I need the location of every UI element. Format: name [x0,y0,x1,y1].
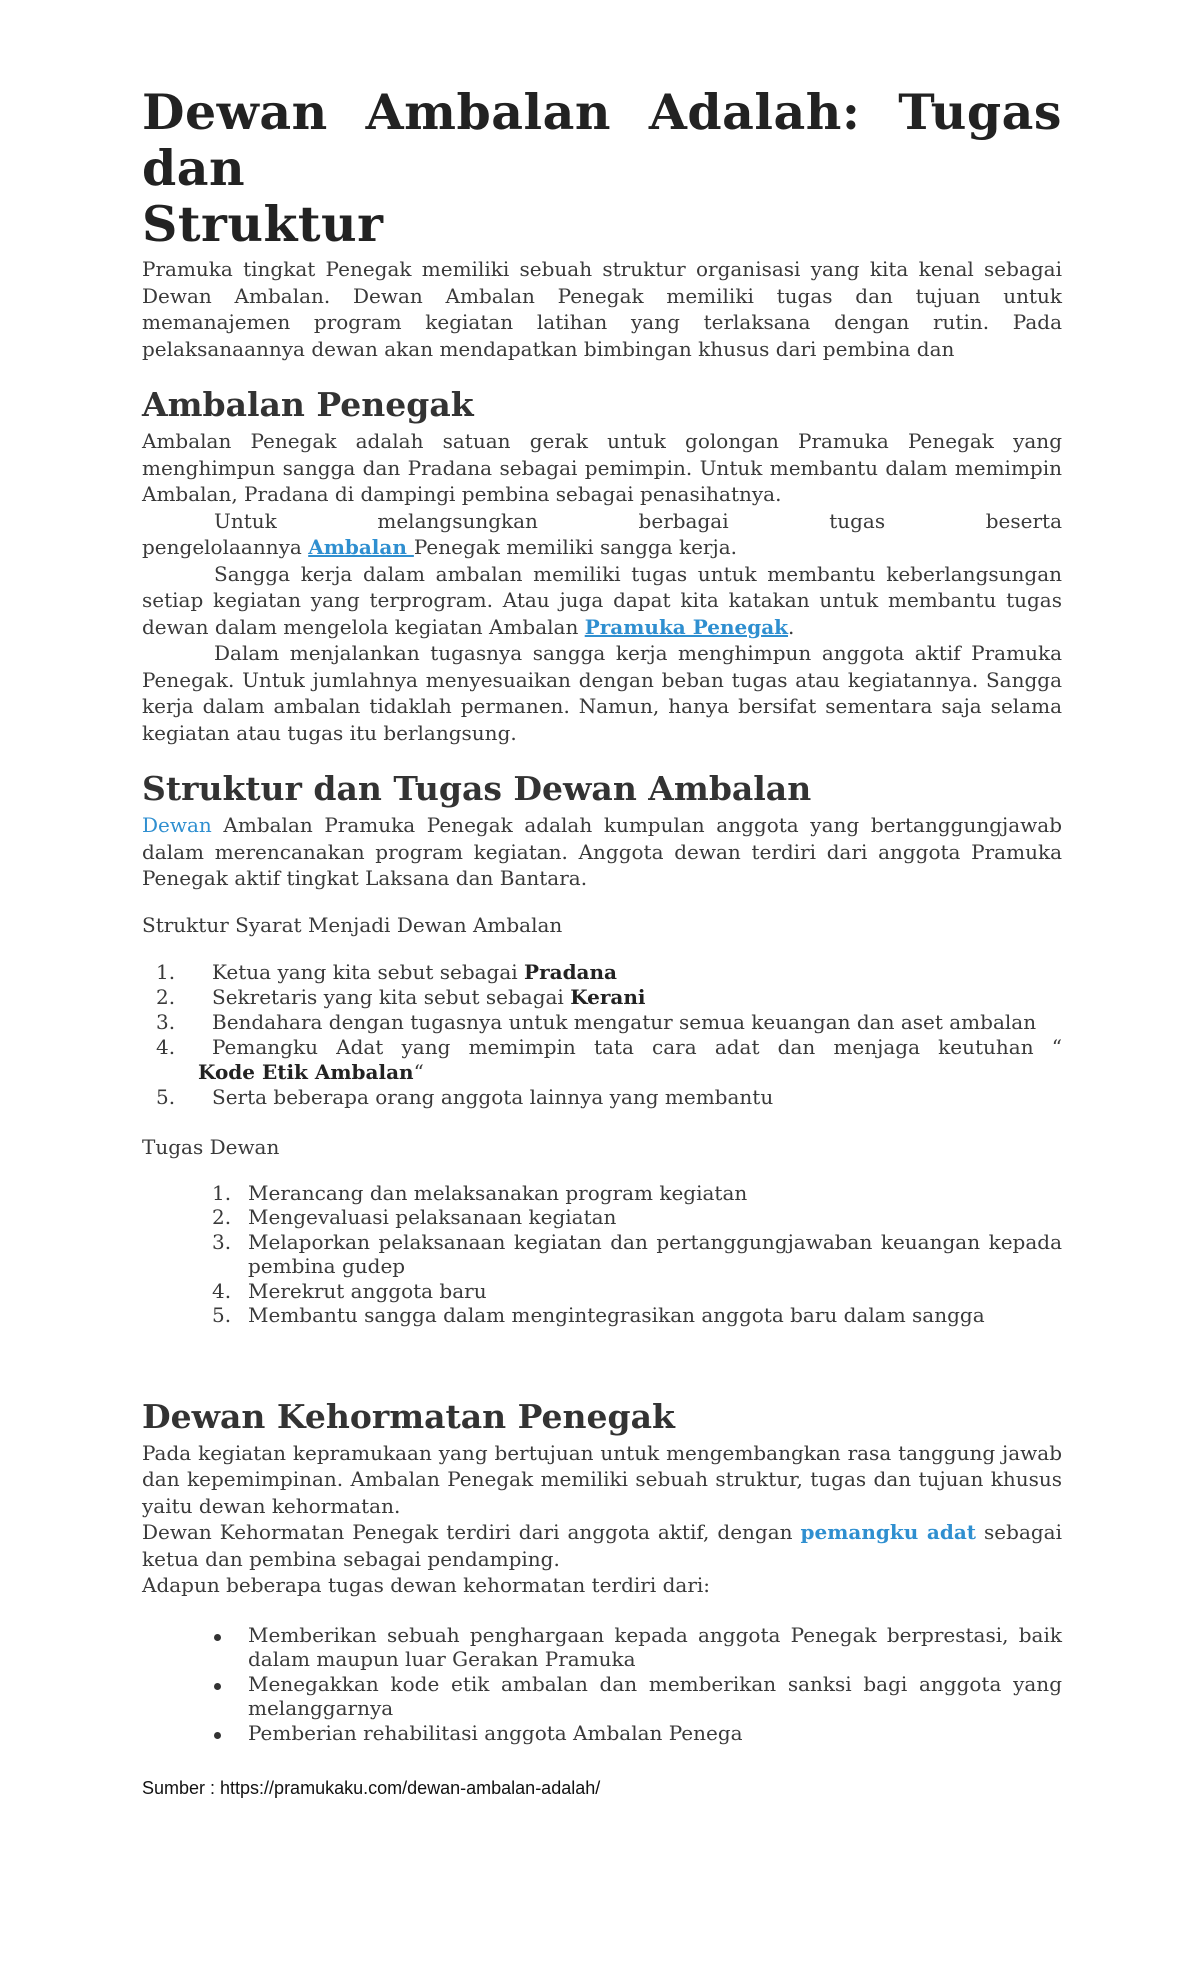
ambalan-paragraph-2-line2 [142,534,1062,561]
text-run: Ambalan Pramuka Penegak adalah kumpulan anggota yang bertanggungjawab dalam merencanakan program kegiatan. Anggota dewan terdiri dari anggota Pramuka Penegak aktif tingkat Laksana dan Bantara. [142,813,1062,890]
list-number: 4. [212,1278,232,1303]
list-item-text: Memberikan sebuah penghargaan kepada anggota Penegak berprestasi, baik dalam maupun luar Gerakan Pramuka [248,1622,1062,1671]
section-heading-dewan-kehormatan: Dewan Kehormatan Penegak [142,1396,675,1436]
pemangku-adat-link[interactable]: pemangku adat [800,1520,977,1544]
kehormatan-paragraph-1: Pada kegiatan kepramukaan yang bertujuan untuk mengembangkan rasa tanggung jawab dan kepemimpinan. Ambalan Penegak memiliki sebuah struktur, tugas dan tujuan khusus yaitu dewan kehormatan. [142,1440,1062,1518]
list-number: 4. [156,1035,176,1059]
source-citation: Sumber : https://pramukaku.com/dewan-ambalan-adalah/ [142,1778,601,1798]
dewan-link[interactable]: Dewan [142,813,212,837]
text-run: Sangga kerja dalam ambalan memiliki tugas untuk membantu keberlangsungan setiap kegiatan yang terprogram. Atau juga dapat kita katakan untuk membantu tugas dewan dalam mengelola kegiatan Ambalan [142,561,1062,639]
ambalan-paragraph-4: Dalam menjalankan tugasnya sangga kerja menghimpun anggota aktif Pramuka Penegak. Untuk jumlahnya menyesuaikan dengan beban tugas atau kegiatannya. Sangga kerja dalam ambalan tidaklah permanen. Namun, hanya bersifat sementara saja selama kegiatan atau tugas itu berlangsung. [142,641,1062,745]
list-item-text: Sekretaris yang kita sebut sebagai [212,985,571,1009]
bullet-icon [214,1634,221,1641]
ambalan-link[interactable]: Ambalan [308,535,414,559]
struktur-paragraph [142,812,1062,892]
list-item-text: Serta beberapa orang anggota lainnya yang membantu [212,1085,774,1109]
text-run: pengelolaannya [142,535,309,559]
list-item-text: Bendahara dengan tugasnya untuk mengatur semua keuangan dan aset ambalan [212,1010,1037,1034]
list-item-bold: Pradana [524,960,618,984]
intro-paragraph: Pramuka tingkat Penegak memiliki sebuah struktur organisasi yang kita kenal sebagai Dewan Ambalan. Dewan Ambalan Penegak memiliki tugas dan tujuan untuk memanajemen program kegiatan latihan yang terlaksana dengan rutin. Pada pelaksanaannya dewan akan mendapatkan bimbingan khusus dari pembina dan [142,257,1062,361]
list-number: 3. [212,1229,232,1254]
list-item [142,1010,1062,1035]
list-item-text: Pemberian rehabilitasi anggota Ambalan Penega [248,1720,743,1745]
ambalan-paragraph-3 [142,561,1062,641]
list-item-text: Membantu sangga dalam mengintegrasikan anggota baru dalam sangga [248,1303,985,1327]
list-item [142,960,1062,985]
kehormatan-bullet-list [142,1623,1062,1746]
list-number: 2. [156,985,176,1009]
list-number: 5. [156,1085,176,1109]
list-number: 1. [156,960,176,984]
list-item [142,1230,1062,1279]
list-item-text: Pemangku Adat yang memimpin tata cara adat dan menjaga keutuhan “ [212,1035,1062,1059]
list-item [142,1303,1062,1328]
bullet-icon [214,1732,221,1739]
struktur-list [142,960,1062,1110]
list-item [142,1279,1062,1304]
list-item-text: Mengevaluasi pelaksanaan kegiatan [248,1205,617,1229]
list-item [142,1623,1062,1672]
text-run: Dewan Kehormatan Penegak terdiri dari anggota aktif, dengan [142,1520,801,1544]
list-item [142,985,1062,1010]
list-item [142,1035,1062,1085]
list-item [142,1721,1062,1746]
text-run: Penegak memiliki sangga kerja. [413,535,737,559]
list-item-bold: Kerani [570,985,646,1009]
page-title-line1: Dewan Ambalan Adalah: Tugas dan [142,83,1062,197]
ambalan-paragraph-2-line1: Untuk melangsungkan berbagai tugas beserta [214,508,1062,533]
list-item-text: Ketua yang kita sebut sebagai [212,960,525,984]
list-item [142,1181,1062,1206]
tugas-list [142,1181,1062,1328]
text-run: . [788,614,795,639]
list-item [142,1672,1062,1721]
pramuka-penegak-link[interactable]: Pramuka Penegak [584,614,789,639]
list-number: 2. [212,1205,232,1229]
list-item-text: Merekrut anggota baru [248,1278,487,1303]
list-item [142,1205,1062,1230]
page-title-line2: Struktur [142,195,384,253]
kehormatan-paragraph-2 [142,1519,1062,1572]
page-title [142,84,1062,252]
ambalan-paragraph-1: Ambalan Penegak adalah satuan gerak untuk golongan Pramuka Penegak yang menghimpun sangga dan Pradana sebagai pemimpin. Untuk membantu dalam memimpin Ambalan, Pradana di dampingi pembina sebagai penasihatnya. [142,429,1062,506]
list-item-text: Melaporkan pelaksanaan kegiatan dan pertanggungjawaban keuangan kepada pembina gudep [248,1229,1062,1278]
list-item-bold: Kode Etik Ambalan [198,1060,414,1084]
list-number: 5. [212,1303,232,1327]
text-run: sebagai ketua dan pembina sebagai pendamping. [142,1520,1062,1571]
section-heading-struktur-tugas: Struktur dan Tugas Dewan Ambalan [142,769,812,808]
section-heading-ambalan-penegak: Ambalan Penegak [142,385,474,424]
tugas-label: Tugas Dewan [142,1135,280,1159]
struktur-label: Struktur Syarat Menjadi Dewan Ambalan [142,912,563,937]
article-content [142,84,1062,1745]
list-number: 1. [212,1180,232,1205]
list-number: 3. [156,1010,176,1034]
bullet-icon [214,1683,221,1690]
list-item [142,1085,1062,1110]
kehormatan-paragraph-3: Adapun beberapa tugas dewan kehormatan terdiri dari: [142,1573,711,1597]
list-item-text: Merancang dan melaksanakan program kegiatan [248,1180,748,1205]
list-item-text: “ [413,1060,424,1084]
list-item-text: Menegakkan kode etik ambalan dan memberikan sanksi bagi anggota yang melanggarnya [248,1671,1062,1720]
